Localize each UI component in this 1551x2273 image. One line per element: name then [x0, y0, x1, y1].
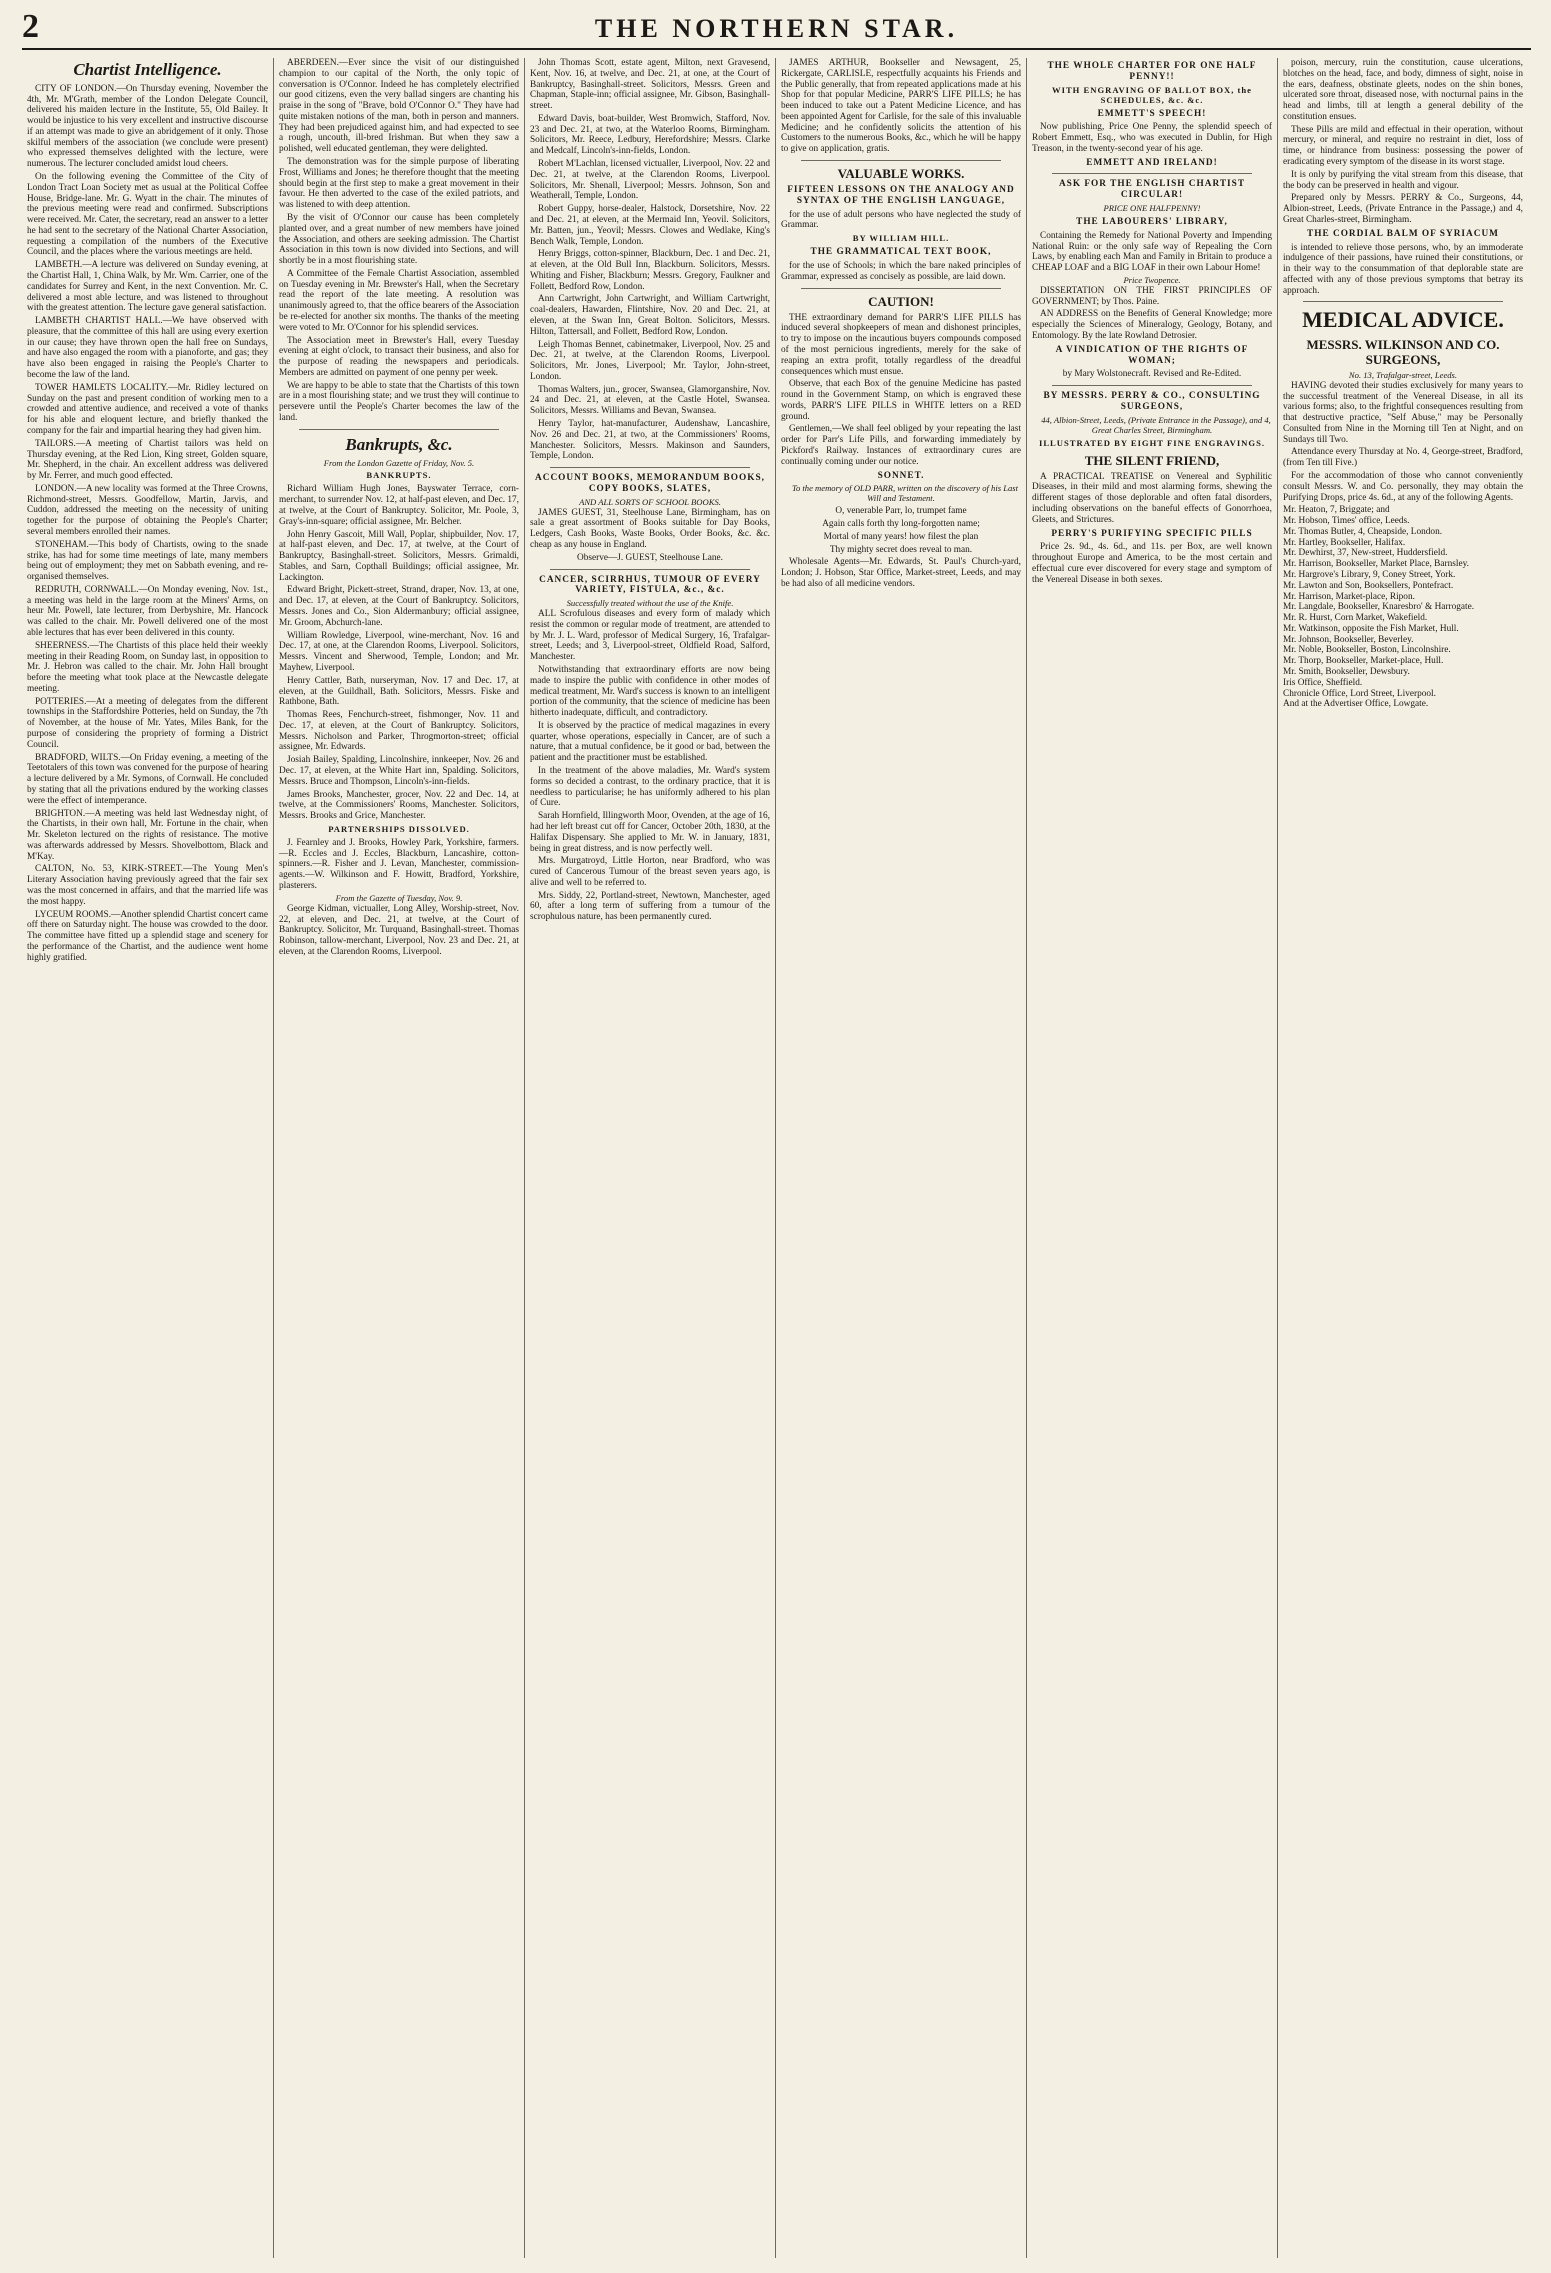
cordial-balm-heading: THE CORDIAL BALM OF SYRIACUM — [1307, 228, 1499, 239]
gazette-dateline: From the London Gazette of Friday, Nov. 5. — [323, 457, 475, 468]
agent-list-item: Mr. Hobson, Times' office, Leeds. — [1283, 516, 1410, 527]
article-paragraph: LAMBETH.—A lecture was delivered on Sunday evening, at the Chartist Hall, 1, China Walk, by Mr. Wm. Carrier, one of the candidates for Surrey and Kent, in the next Convention. Mr. C. delivered a most able lecture, and was listened to throughout with the greatest attention. The lecture gave general satisfaction. — [27, 260, 268, 314]
article-paragraph: It is observed by the practice of medical magazines in every quarter, whose operations, especially in Cancer, are of such a nature, that a mutual confidence, be it good or bad, between the patient and the practitioner must be established. — [530, 720, 770, 764]
article-paragraph: poison, mercury, ruin the constitution, cause ulcerations, blotches on the head, face, and body, dimness of sight, noise in the ears, deafness, obstinate gleets, nodes on the shin bones, ulcerated sore throat, diseased nose, with nocturnal pains in the head and limbs, till at length a general debility of the constitution ensues. — [1283, 58, 1523, 122]
agent-list-item: Iris Office, Sheffield. — [1283, 677, 1363, 688]
article-paragraph: Mrs. Murgatroyd, Little Horton, near Bradford, who was cured of Cancerous Tumour of the breast seven years ago, is alive and well to be referred to. — [530, 856, 770, 888]
fifteen-lessons-text: for the use of adult persons who have neglected the study of Grammar. — [781, 209, 1021, 231]
page-number: 2 — [22, 8, 39, 45]
agent-list-item: Mr. Harrison, Bookseller, Market Place, Barnsley. — [1283, 559, 1469, 570]
article-paragraph: TAILORS.—A meeting of Chartist tailors was held on Thursday evening, at the Red Lion, King street, Golden square, Mr. Shepherd, in the chair. An excellent address was delivered by Mr. Ferrer, and much good effected. — [27, 438, 268, 482]
price-twopence: Price Twopence. — [1123, 274, 1181, 285]
gazette-dateline: From the Gazette of Tuesday, Nov. 9. — [335, 892, 463, 903]
vindication-subheading: by Mary Wolstonecraft. Revised and Re-Edited. — [1062, 369, 1242, 380]
agent-list-item: Mr. Heaton, 7, Briggate; and — [1283, 505, 1390, 516]
sonnet-subheading: To the memory of OLD PARR, written on the discovery of his Last Will and Testament. — [791, 483, 1019, 504]
article-paragraph: TOWER HAMLETS LOCALITY.—Mr. Ridley lectured on Sunday on the past and present condition of working men to a crowded and attentive audience, and received a vote of thanks for his able and eloquent lecture, and briefly thanked the company for the fair and impartial hearing they had given him. — [27, 382, 268, 436]
bankrupt-entry: Thomas Walters, jun., grocer, Swansea, Glamorganshire, Nov. 24 and Dec. 21, at eleven, at the Castle Hotel, Swansea. Solicitors, Messrs. Williams and Bevan, Swansea. — [530, 384, 770, 417]
section-heading-bankrupts: Bankrupts, &c. — [345, 434, 453, 454]
column-3 — [524, 58, 775, 2258]
agent-list-item: And at the Advertiser Office, Lowgate. — [1283, 699, 1429, 710]
agent-list-item: Mr. Dewhirst, 37, New-street, Huddersfield. — [1283, 548, 1448, 559]
cancer-subheading: Successfully treated without the use of the Knife. — [566, 598, 734, 609]
article-paragraph: These Pills are mild and effectual in their operation, without mercury, or mineral, and require no restraint in diet, loss of time, or hindrance from business: possessing the power of eradicating every symptom of the disease in its worst stage. — [1283, 124, 1523, 168]
bankrupt-entry: James Brooks, Manchester, grocer, Nov. 22 and Dec. 14, at twelve, at the Commissioners' Rooms, Manchester. Solicitors, Messrs. Brooks and Grice, Manchester. — [279, 789, 519, 822]
address-text: AN ADDRESS on the Benefits of General Knowledge; more especially the Sciences of Mineralogy, Geology, Botany, and Entomology. By the late Rowland Detrosier. — [1032, 309, 1272, 341]
wilkinson-heading: MESSRS. WILKINSON AND CO. SURGEONS, — [1306, 336, 1500, 367]
divider — [1303, 301, 1503, 302]
article-paragraph: In the treatment of the above maladies, Mr. Ward's system forms so decided a contrast, to the ordinary practice, that it is needless to particularise; he has uniformly adhered to his plan of Cure. — [530, 766, 770, 809]
emmett-ireland-heading: EMMETT AND IRELAND! — [1086, 157, 1218, 168]
purifying-pills-heading: PERRY'S PURIFYING SPECIFIC PILLS — [1051, 528, 1253, 539]
bankrupt-entry: John Thomas Scott, estate agent, Milton, next Gravesend, Kent, Nov. 16, at twelve, and Dec. 21, at one, at the Court of Bankruptcy, Basinghall-street. Solicitors, Messrs. Green and Chapman, Staple-inn; official assignee, Mr. Gibson, Basinghall-street. — [530, 58, 770, 112]
bankrupt-entry: William Rowledge, Liverpool, wine-merchant, Nov. 16 and Dec. 17, at one, at the Clarendon Rooms, Liverpool. Solicitors, Messrs. Vincent and Sherwood, Temple, London; and Mr. Mayhew, Liverpool. — [279, 630, 519, 673]
article-paragraph: LONDON.—A new locality was formed at the Three Crowns, Richmond-street, Messrs. Goodfellow, Martin, Jarvis, and Cuddon, addressed the meeting on the necessity of uniting together for the purpose of obtaining the People's Charter; several members enrolled their names. — [27, 483, 268, 537]
divider — [550, 569, 750, 570]
bankrupt-entry: John Henry Gascoit, Mill Wall, Poplar, shipbuilder, Nov. 17, at half-past eleven, and Dec. 17, at twelve, at the Court of Bankruptcy, Basinghall-street. Solicitors, Messrs. Grimaldi, Stables, and Sarn, Copthall Buildings; official assignee, Mr. Lackington. — [279, 529, 519, 583]
article-paragraph: LYCEUM ROOMS.—Another splendid Chartist concert came off there on Saturday night. The house was crowded to the door. The committee have fitted up a splendid stage and scenery for the performance of the Chartist, and the audience went home highly gratified. — [27, 909, 269, 963]
article-paragraph: ALL Scrofulous diseases and every form of malady which resist the common or regular mode of treatment, are attended to by Mr. J. L. Ward, professor of Medical Surgery, 16, Trafalgar-street, Leeds; and 3, Liverpool-street, Oldfield Road, Salford, Manchester. — [530, 609, 770, 663]
bankrupt-entry: Richard William Hugh Jones, Bayswater Terrace, corn-merchant, to surrender Nov. 12, at half-past eleven, and Dec. 17, at twelve, at the Court of Bankruptcy. Solicitor, Mr. Poole, 3, Gray's-inn-square; official assignee, Mr. Belcher. — [279, 484, 519, 527]
bankrupt-entry: Josiah Bailey, Spalding, Lincolnshire, innkeeper, Nov. 26 and Dec. 17, at eleven, at the White Hart inn, Spalding. Solicitors, Messrs. Bruce and Thompson, Lincoln's-inn-fields. — [279, 755, 519, 787]
agent-list-item: Mr. Watkinson, opposite the Fish Market, Hull. — [1283, 623, 1459, 634]
agent-list-item: Mr. Hartley, Bookseller, Halifax. — [1283, 537, 1406, 548]
divider — [1052, 173, 1252, 174]
trafalgar-address: No. 13, Trafalgar-street, Leeds. — [1348, 369, 1458, 380]
author-line: BY WILLIAM HILL. — [852, 233, 950, 244]
circular-price: PRICE ONE HALFPENNY! — [1103, 202, 1201, 213]
column-6 — [1277, 58, 1528, 2258]
engravings-label: ILLUSTRATED BY EIGHT FINE ENGRAVINGS. — [1038, 437, 1266, 448]
divider — [1052, 385, 1252, 386]
article-paragraph: We are happy to be able to state that the Chartists of this town are in a most flourishing state; and we trust they will continue to persevere until the People's Charter becomes the law of the land. — [279, 380, 519, 423]
partnerships-text: J. Fearnley and J. Brooks, Howley Park, Yorkshire, farmers.—R. Eccles and J. Eccles, Blackburn, Lancashire, cotton-spinners.—R. Fisher and J. Levan, Manchester, commission-agents.—W. Wilkinson and F. Howitt, Bradford, Yorkshire, plasterers. — [279, 837, 519, 891]
article-paragraph: By the visit of O'Connor our cause has been completely planted over, and a great number of new members have joined the Association, and others are seeking admission. The Chartist Association in this town is now divided into Sections, and will shortly be in a most flourishing state. — [279, 212, 519, 267]
article-paragraph: Attendance every Thursday at No. 4, George-street, Bradford, (from Ten till Five.) — [1283, 447, 1523, 469]
sonnet-heading: SONNET. — [877, 470, 925, 481]
perry-address: 44, Albion-Street, Leeds, (Private Entrance in the Passage), and 4, Great Charles Street, Birmingham. — [1041, 414, 1271, 435]
medical-advice-heading: MEDICAL ADVICE. — [1302, 307, 1504, 333]
valuable-works-heading: VALUABLE WORKS. — [837, 166, 965, 182]
article-paragraph: REDRUTH, CORNWALL.—On Monday evening, Nov. 1st., a meeting was held in the large room at the Miners' Arms, on heur Mr. Powell, late lecturer, from Derbyshire, Mr. Hancock was called to the chair. Mr. Powell delivered one of the most able lectures that has ever been delivered in this county. — [27, 584, 268, 638]
column-1 — [22, 58, 273, 2258]
article-paragraph: A Committee of the Female Chartist Association, assembled on Tuesday evening in Mr. Brewster's Hall, when the Secretary read the report of the late meeting. A resolution was unanimously agreed to, that the office bearers of the Association be re-elected for another six months. The thanks of the meeting were voted to Mr. O'Connor for his splendid services. — [279, 268, 519, 333]
bankrupt-entry: George Kidman, victualler, Long Alley, Worship-street, Nov. 22, at eleven, and Dec. 21, at twelve, at the Court of Bankruptcy. Solicitor, Mr. Turquand, Basinghall-street. Thomas Robinson, tallow-merchant, Liverpool, Nov. 23 and Dec. 21, at eleven, at the Clarendon Rooms, Liverpool. — [279, 903, 519, 957]
article-paragraph: Prepared only by Messrs. PERRY & Co., Surgeons, 44, Albion-street, Leeds, (Private Entrance in the Passage,) and 4, Great Charles-street, Birmingham. — [1283, 193, 1523, 225]
bankrupts-label: BANKRUPTS. — [366, 470, 432, 481]
emmett-speech-text: Now publishing, Price One Penny, the splendid speech of Robert Emmett, Esq., who was executed in Dublin, for High Treason, in the twenty-second year of his age. — [1032, 122, 1272, 154]
column-2 — [273, 58, 524, 2258]
purifying-pills-text: Price 2s. 9d., 4s. 6d., and 11s. per Box, are well known throughout Europe and America, to be the most certain and effectual cure ever discovered for every stage and symptom of the Venereal Disease in both sexes. — [1032, 542, 1272, 585]
article-paragraph: BRIGHTON.—A meeting was held last Wednesday night, of the Chartists, in their own hall, Mr. Fortune in the chair, when Mr. Skeleton lectured on the rights of resistance. The motive was afterwards addressed by Messrs. Shovelbottom, Black and M'Kay. — [27, 808, 268, 862]
article-paragraph: LAMBETH CHARTIST HALL.—We have observed with pleasure, that the committee of this hall are using every exertion in our cause; they have thrown open the hall free on Sundays, and have also engaged the room with a pianoforte, and gas; they have also been engaged in raising the People's Charter to become the law of the land. — [27, 316, 268, 381]
agent-list-item: Mr. Hargrove's Library, 9, Coney Street, York. — [1283, 570, 1456, 580]
labourers-library-heading: THE LABOURERS' LIBRARY, — [1076, 216, 1228, 227]
bankrupt-entry: Thomas Rees, Fenchurch-street, fishmonger, Nov. 11 and Dec. 17, at eleven, at the Court of Bankruptcy. Solicitors, Messrs. Nicholson and Parker, Throgmorton-street; official assignee, Mr. Edwards. — [279, 710, 519, 753]
article-paragraph: JAMES ARTHUR, Bookseller and Newsagent, 25, Rickergate, CARLISLE, respectfully acquaints his Friends and the Public generally, that from repeated applications made at his Shop for that popular Medicine, PARR'S LIFE PILLS; he has been induced to take out a Patent Medicine Licence, and has been appointed Agent for Carlisle, for the sale of this invaluable Medicine; and he confidently solicits the attention of his Customers to the numerous Books, &c., which he will be happy to give on application, gratis. — [781, 58, 1021, 155]
perry-heading: BY MESSRS. PERRY & CO., CONSULTING SURGEONS, — [1043, 391, 1261, 412]
bankrupt-entry: Henry Taylor, hat-manufacturer, Audenshaw, Lancashire, Nov. 26 and Dec. 21, at two, at the Commissioners' Rooms, Manchester. Solicitors, Messrs. Makinson and Saunders, Temple, London. — [530, 419, 770, 462]
article-paragraph: CITY OF LONDON.—On Thursday evening, November the 4th, Mr. M'Grath, member of the London Delegate Council, delivered his maiden lecture in the Institute, 55, Old Bailey. It would be injustice to his very excellent and instructive discourse if an attempt was made to give an abridgement of it only. Those skilful members of the association (we conclude were present) who expressed themselves delighted with the lecture, were numerous. The lecturer concluded amidst loud cheers. — [27, 83, 268, 170]
bankrupt-entry: Leigh Thomas Bennet, cabinetmaker, Liverpool, Nov. 25 and Dec. 21, at twelve, at the Clarendon Rooms, Liverpool. Solicitors, Mr. Jones, Liverpool; Mr. Taylor, John-street, London. — [530, 339, 770, 382]
article-paragraph: CALTON, No. 53, KIRK-STREET.—The Young Men's Literary Association having previously agreed that the fair sex was the most concerned in affairs, and that the married life was the most happy. — [27, 864, 268, 907]
account-books-subheading: AND ALL SORTS OF SCHOOL BOOKS. — [579, 496, 721, 507]
agent-list-item: Mr. Langdale, Bookseller, Knaresbro' & Harrogate. — [1283, 602, 1475, 613]
agent-list-item: Mr. Noble, Bookseller, Boston, Lincolnshire. — [1283, 645, 1451, 656]
agents-list — [1283, 505, 1523, 710]
agent-list-item: Mr. Thomas Butler, 4, Cheapside, London. — [1283, 526, 1443, 537]
account-books-heading: ACCOUNT BOOKS, MEMORANDUM BOOKS, COPY BOOKS, SLATES, — [535, 473, 765, 494]
article-paragraph: ABERDEEN.—Ever since the visit of our distinguished champion to our capital of the North, the only topic of conversation is O'Connor. Indeed he has completely electrified our good citizens, even the very ballad singers are chanting his praise in the song of "Brave, bold O'Connor O." They have had quite mistaken notions of the man, both in person and manners. They had been prejudiced against him, and had expected to see a rough, uncouth, ill-bred Irishman. But when they saw a polished, well educated gentleman, they were delighted. — [279, 58, 519, 155]
bankrupt-entry: Edward Davis, boat-builder, West Bromwich, Stafford, Nov. 23 and Dec. 21, at two, at the Waterloo Rooms, Birmingham. Solicitors, Mr. Reece, Ledbury, Herefordshire; Messrs. Clarke and Medcalf, Lincoln's-inn-fields, London. — [530, 113, 770, 157]
emmett-speech-heading: EMMETT'S SPEECH! — [1097, 108, 1207, 119]
agent-list-item: Mr. Johnson, Bookseller, Beverley. — [1283, 634, 1414, 645]
divider — [801, 288, 1001, 289]
wholesale-agents: Wholesale Agents—Mr. Edwards, St. Paul's Church-yard, London; J. Hobson, Star Office, Market-street, Leeds, and may be had also of all medicine vendors. — [781, 557, 1021, 589]
dissertation-text: DISSERTATION ON THE FIRST PRINCIPLES OF GOVERNMENT; by Thos. Paine. — [1032, 285, 1272, 307]
vindication-heading: A VINDICATION OF THE RIGHTS OF WOMAN; — [1055, 344, 1249, 366]
article-paragraph: STONEHAM.—This body of Chartists, owing to the snade strike, has had for some time meetings of late, many members being out of employment; they met on Sabbath evening, and re-organised themselves. — [27, 539, 268, 583]
labourers-library-text: Containing the Remedy for National Poverty and Impending National Ruin: or the only safe way of Repealing the Corn Laws, by enabling each Man and Family in Britain to produce a CHEAP LOAF and a BIG LOAF in their own Labour Home! — [1032, 230, 1272, 274]
caution-heading: CAUTION! — [868, 293, 934, 309]
article-paragraph: Sarah Hornfield, Illingworth Moor, Ovenden, at the age of 16, had her left breast cut off for Cancer, October 20th, 1830, at the Halifax Dispensary. She applied to Mr. W. in January, 1831, being in great distress, and is now perfectly well. — [530, 811, 770, 854]
account-books-signature: Observe—J. GUEST, Steelhouse Lane. — [577, 552, 723, 563]
grammar-heading: THE GRAMMATICAL TEXT BOOK, — [810, 247, 992, 258]
article-paragraph: It is only by purifying the vital stream from this disease, that the body can be preserved in health and vigour. — [1283, 169, 1523, 191]
silent-friend-text: A PRACTICAL TREATISE on Venereal and Syphilitic Diseases, in their mild and most alarming forms, shewing the different stages of those deplorable and often fatal disorders, including observations on the baneful effects of Gonorrhoea, Gleets, and Strictures. — [1032, 471, 1272, 525]
article-paragraph: POTTERIES.—At a meeting of delegates from the different townships in the Staffordshire Potteries, held on Sunday, the 7th of November, at the house of Mr. Yates, Miles Bank, for the purpose of considering the propriety of forming a District Council. — [27, 696, 268, 750]
column-area — [22, 58, 1531, 2273]
whole-charter-heading: THE WHOLE CHARTER FOR ONE HALF PENNY!! — [1047, 61, 1257, 82]
agent-list-item: Chronicle Office, Lord Street, Liverpool. — [1283, 688, 1436, 699]
agent-list-item: Mr. Harrison, Market-place, Ripon. — [1283, 591, 1415, 602]
cordial-balm-text: is intended to relieve those persons, who, by an immoderate indulgence of their passions, have ruined their constitutions, or in their way to the consummation of that deplorable state are affected with any of those previous symptoms that betray its approach. — [1283, 242, 1523, 296]
agent-list-item: Mr. Thorp, Bookseller, Market-place, Hull. — [1283, 656, 1444, 667]
sonnet-line: Mortal of many years! how filest the plan — [823, 531, 979, 542]
article-paragraph: Notwithstanding that extraordinary efforts are now being made to inspire the public with confidence in other modes of medical treatment, Mr. Ward's success is known to an intelligent portion of the community, that the science of medicine has been hitherto inadequate, difficult, and contradictory. — [530, 665, 770, 719]
article-paragraph: BRADFORD, WILTS.—On Friday evening, a meeting of the Teetotalers of this town was convened for the purpose of hearing a lecture delivered by a Mr. Symons, of Cornwall. He concluded by stating that all the privations endured by the working classes were the effect of intemperance. — [27, 752, 268, 806]
newspaper-title: THE NORTHERN STAR. — [594, 14, 959, 43]
bankrupt-entry: Ann Cartwright, John Cartwright, and William Cartwright, coal-dealers, Hawarden, Flintshire, Nov. 20 and Dec. 21, at eleven, at the Swan Inn, Great Bolton. Solicitors, Messrs. Hilton, Tattersall, and Follett, Bedford Row, London. — [530, 294, 770, 337]
article-paragraph: The demonstration was for the simple purpose of liberating Frost, Williams and Jones; he therefore thought that the meeting should begin at the first step to make a great movement in their favour. He then adverted to the case of the exiled patriots, and was listened to with deep attention. — [279, 157, 519, 211]
bankrupt-entry: Robert M'Lachlan, licensed victualler, Liverpool, Nov. 22 and Dec. 21, at twelve, at the Clarendon Rooms, Liverpool. Solicitors, Mr. Shenall, Liverpool; Messrs. Johnson, Son and Weatherall, Temple, London. — [530, 159, 770, 202]
whole-charter-subheading: WITH ENGRAVING OF BALLOT BOX, the SCHEDULES, &c. &c. — [1052, 84, 1252, 105]
agent-list-item: Mr. Lawton and Son, Booksellers, Pontefract. — [1283, 580, 1454, 591]
article-paragraph: Gentlemen,—We shall feel obliged by your repeating the last order for Parr's Life Pills, and forwarding immediately by Pickford's Railway. Instances of extraordinary cures are continually coming under our notice. — [781, 424, 1021, 467]
article-paragraph: On the following evening the Committee of the City of London Tract Loan Society met as usual at the Political Coffee House, Bridge-lane. Mr. G. Wyatt in the chair. The minutes of the previous meeting were read and confirmed. Subscriptions were received. Mr. Cater, the secretary, read an answer to a letter he had sent to the secretary of the National Charter Association, requesting a compilation of the numbers of the Executive Council, and the places where the various meetings are held. — [27, 171, 268, 258]
bankrupt-entry: Henry Briggs, cotton-spinner, Blackburn, Dec. 1 and Dec. 21, at eleven, at the Old Bull Inn, Blackburn. Solicitors, Messrs. Whiting and Fisher, Blackburn; Messrs. Gregory, Faulkner and Follett, Bedford Row, London. — [530, 249, 770, 292]
bankrupt-entry: Robert Guppy, horse-dealer, Halstock, Dorsetshire, Nov. 22 and Dec. 21, at eleven, at the Mermaid Inn, Yeovil. Solicitors, Mr. Batten, jun., Yeovil; Messrs. Clowes and Wedlake, King's Bench Walk, Temple, London. — [530, 204, 770, 247]
agent-list-item: Mr. Smith, Bookseller, Dewsbury. — [1283, 667, 1410, 678]
column-5 — [1026, 58, 1277, 2258]
bankrupt-entry: Edward Bright, Pickett-street, Strand, draper, Nov. 13, at one, and Dec. 17, at eleven, at the Court of Bankruptcy. Solicitors, Messrs. Jones and Co., Sion Aldermanbury; official assignee, Mr. Groom, Abchurch-lane. — [279, 585, 519, 628]
divider — [299, 429, 499, 430]
cancer-heading: CANCER, SCIRRHUS, TUMOUR OF EVERY VARIETY, FISTULA, &c., &c. — [539, 574, 761, 596]
sonnet-line: Thy mighty secret does reveal to man. — [829, 544, 973, 555]
grammar-text: for the use of Schools; in which the bare naked principles of Grammar, expressed as concisely as possible, are laid down. — [781, 260, 1021, 282]
masthead — [22, 8, 1531, 50]
article-paragraph: For the accommodation of those who cannot conveniently consult Messrs. W. and Co. personally, they may obtain the Purifying Drops, price 4s. 6d., at any of the following Agents. — [1283, 470, 1523, 503]
agent-list-item: Mr. R. Hurst, Corn Market, Wakefield. — [1283, 613, 1428, 624]
section-heading-chartist-intelligence: Chartist Intelligence. — [73, 60, 222, 79]
article-paragraph: The Association meet in Brewster's Hall, every Tuesday evening at eight o'clock, to transact their business, and also for the purpose of reading the newspapers and periodicals. Members are admitted on payment of one penny per week. — [279, 335, 519, 378]
account-books-text: JAMES GUEST, 31, Steelhouse Lane, Birmingham, has on sale a great assortment of Books suitable for Day Books, Ledgers, Cash Books, Waste Books, Order Books, &c. &c. cheap as any house in England. — [530, 507, 770, 550]
article-paragraph: THE extraordinary demand for PARR'S LIFE PILLS has induced several shopkeepers of mean and dishonest principles, to try to impose on the incautious buyers compounds composed of the most pernicious ingredients, merely for the sake of reaping an extra profit, totally regardless of the dreadful consequences which must ensue. — [781, 312, 1021, 377]
bankrupt-entry: Henry Cattler, Bath, nurseryman, Nov. 17 and Dec. 17, at eleven, at the Guildhall, Bath. Solicitors, Messrs. Fiske and Rathbone, Bath. — [279, 675, 519, 708]
fifteen-lessons-heading: FIFTEEN LESSONS ON THE ANALOGY AND SYNTAX OF THE ENGLISH LANGUAGE, — [787, 185, 1015, 206]
column-4 — [775, 58, 1026, 2258]
article-paragraph: HAVING devoted their studies exclusively for many years to the successful treatment of the Venereal Disease, in all its various forms; also, to the frightful consequences resulting from that destructive practice, "Self Abuse," may be Personally Consulted from Nine in the Morning till Ten at Night, and on Sundays till Two. — [1283, 380, 1523, 445]
partnerships-label: PARTNERSHIPS DISSOLVED. — [328, 823, 470, 834]
article-paragraph: SHEERNESS.—The Chartists of this place held their weekly meeting in their Reading Room, on Sunday last, in opposition to Mr. J. Hebron was called to the chair. Mr. John Hall brought before the meeting what took place at the Newcastle delegate meeting. — [27, 640, 268, 694]
sonnet-line: Again calls forth thy long-forgotten name; — [822, 519, 980, 530]
divider — [801, 160, 1001, 161]
divider — [550, 467, 750, 468]
chartist-circular-heading: ASK FOR THE ENGLISH CHARTIST CIRCULAR! — [1058, 179, 1246, 201]
silent-friend-heading: THE SILENT FRIEND, — [1084, 452, 1220, 468]
article-paragraph: Observe, that each Box of the genuine Medicine has pasted round in the Government Stamp, on which is engraved these words, PARR'S LIFE PILLS in WHITE letters on a RED ground. — [781, 379, 1021, 422]
sonnet-line: O, venerable Parr, lo, trumpet fame — [835, 506, 967, 517]
article-paragraph: Mrs. Siddy, 22, Portland-street, Newtown, Manchester, aged 60, after a long term of suffering from a tumour of the scrophulous nature, has been permanently cured. — [530, 890, 770, 923]
